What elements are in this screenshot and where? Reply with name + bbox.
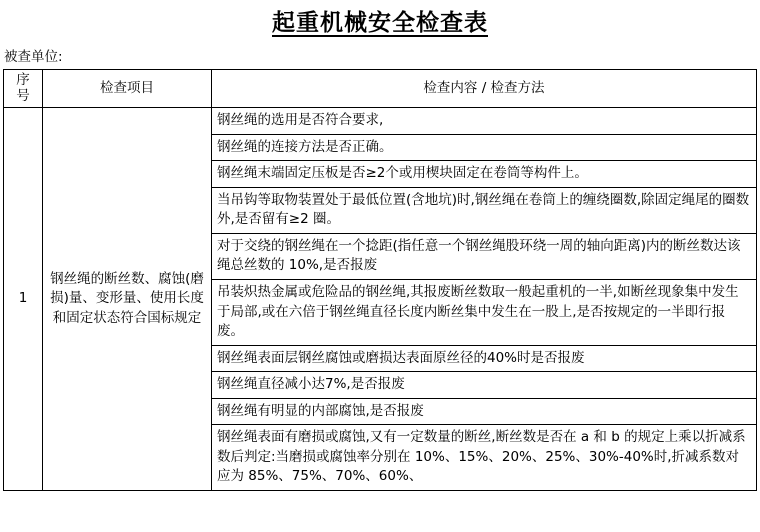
column-header-content: 检查内容 / 检查方法 — [212, 70, 757, 108]
check-content-cell: 钢丝绳的连接方法是否正确。 — [212, 134, 757, 161]
check-content-cell: 钢丝绳表面层钢丝腐蚀或磨损达表面原丝径的40%时是否报废 — [212, 345, 757, 372]
row-number-cell: 1 — [4, 108, 43, 491]
check-content-cell: 对于交绕的钢丝绳在一个捻距(指任意一个钢丝绳股环绕一周的轴向距离)内的断丝数达该绳总丝数的 10%,是否报废 — [212, 233, 757, 279]
row-item-cell: 钢丝绳的断丝数、腐蚀(磨损)量、变形量、使用长度和固定状态符合国标规定 — [43, 108, 212, 491]
column-header-number — [4, 70, 43, 108]
column-header-item: 检查项目 — [43, 70, 212, 108]
check-content-cell: 钢丝绳有明显的内部腐蚀,是否报废 — [212, 398, 757, 425]
check-content-cell: 钢丝绳直径减小达7%,是否报废 — [212, 372, 757, 399]
table-row — [4, 108, 757, 135]
page-title: 起重机械安全检查表 — [272, 9, 488, 36]
safety-check-table — [3, 69, 757, 491]
column-header-number-line2: 号 — [16, 87, 30, 104]
inspected-unit-label: 被查单位: — [4, 49, 63, 65]
check-content-cell: 吊装炽热金属或危险品的钢丝绳,其报废断丝数取一般起重机的一半,如断丝现象集中发生于局部,或在六倍于钢丝绳直径长度内断丝集中发生在一股上,是否按规定的一半即行报废。 — [212, 279, 757, 345]
check-content-cell: 钢丝绳表面有磨损或腐蚀,又有一定数量的断丝,断丝数是否在 a 和 b 的规定上乘以折减系数后判定:当磨损或腐蚀率分别在 10%、15%、20%、25%、30%-40%时,折减系数对应为 85%、75%、70%、60%、 — [212, 425, 757, 491]
table-header-row — [4, 70, 757, 108]
check-content-cell: 钢丝绳末端固定压板是否≥2个或用楔块固定在卷筒等构件上。 — [212, 161, 757, 188]
check-content-cell: 当吊钩等取物装置处于最低位置(含地坑)时,钢丝绳在卷筒上的缠绕圈数,除固定绳尾的圈数外,是否留有≥2 圈。 — [212, 187, 757, 233]
column-header-number-line1: 序 — [16, 72, 30, 88]
check-content-cell: 钢丝绳的选用是否符合要求, — [212, 108, 757, 135]
